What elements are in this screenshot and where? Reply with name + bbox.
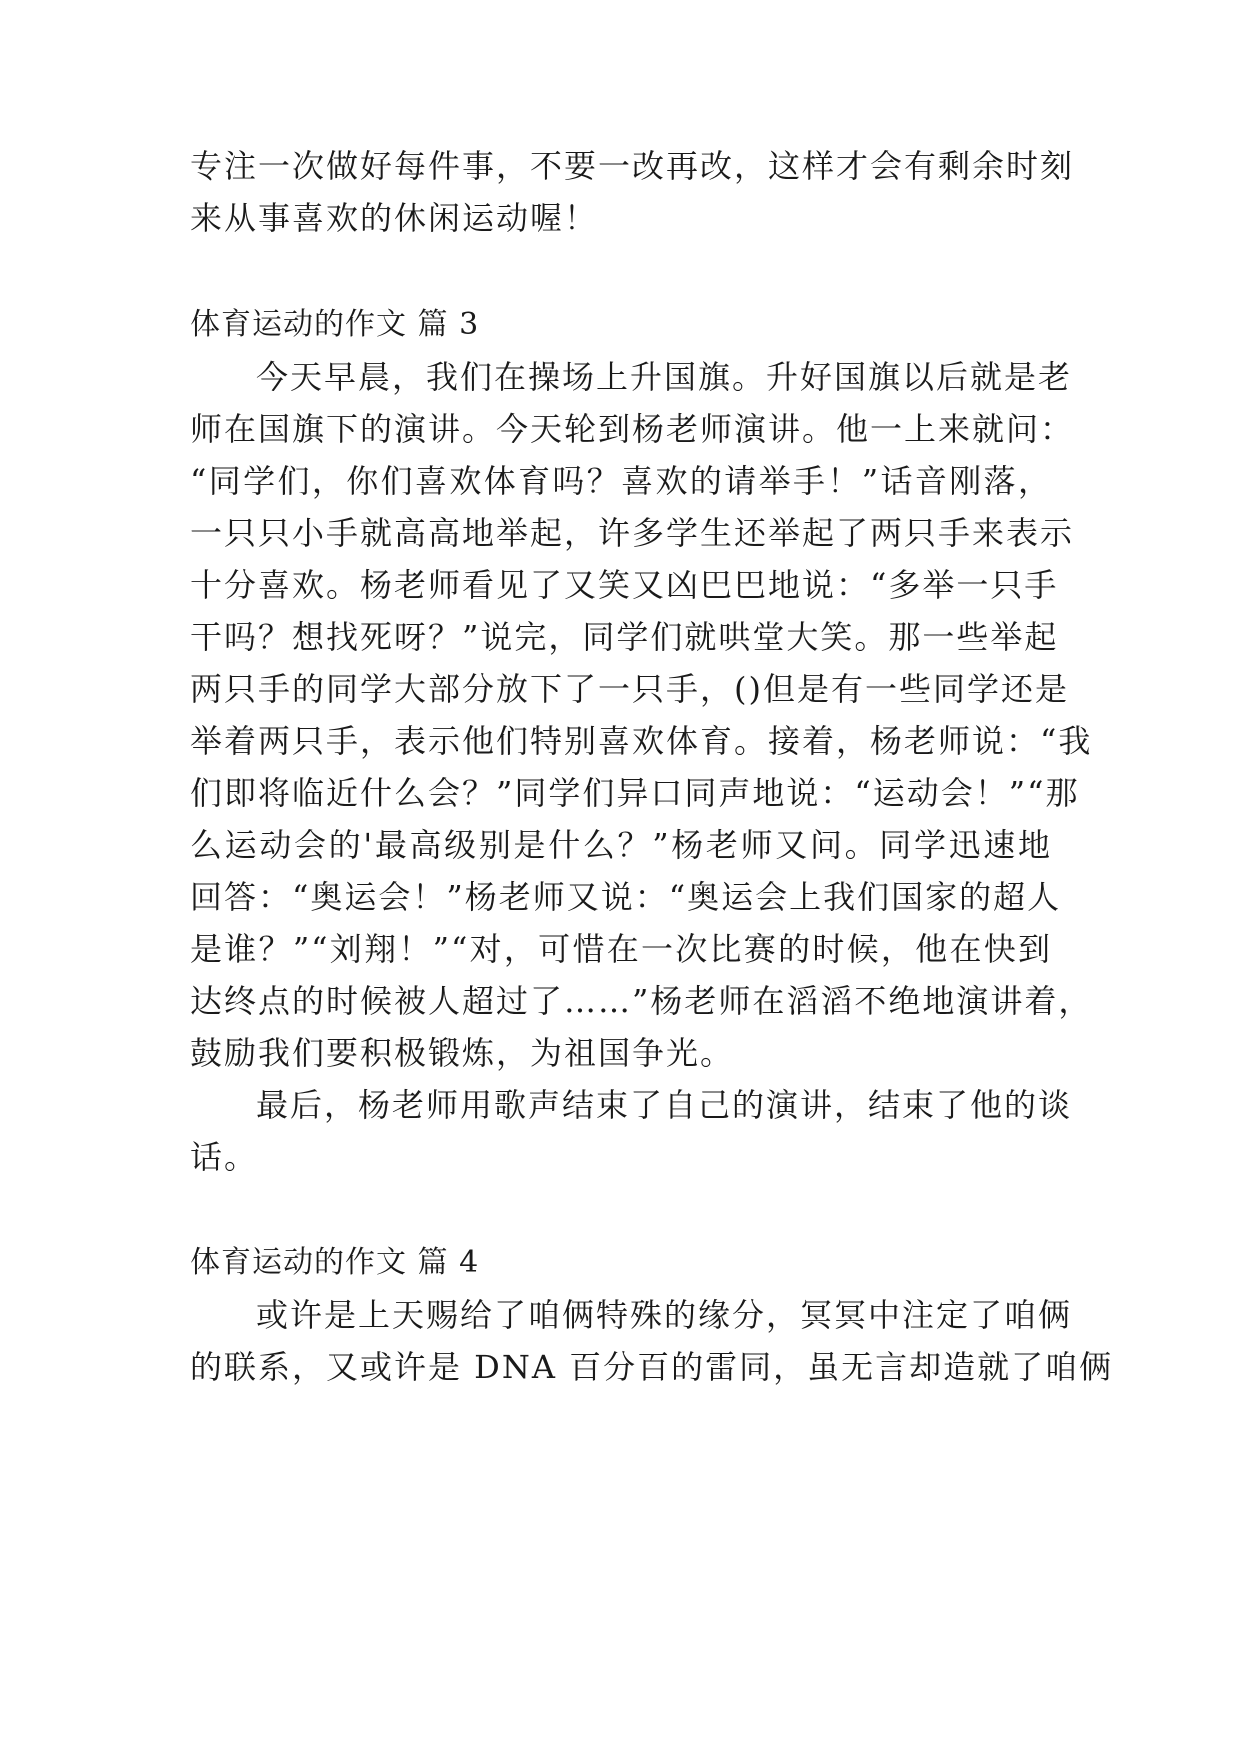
s3-p1-line-1: 今天早晨，我们在操场上升国旗。升好国旗以后就是老 <box>256 358 1073 396</box>
s3-p1-line-14: 鼓励我们要积极锻炼，为祖国争光。 <box>190 1034 735 1072</box>
s3-p1-line-12: 是谁？”“刘翔！”“对，可惜在一次比赛的时候，他在快到 <box>190 930 1052 968</box>
s3-p1-line-13: 达终点的时候被人超过了……”杨老师在滔滔不绝地演讲着， <box>190 982 1093 1020</box>
s3-p1-line-8: 举着两只手，表示他们特别喜欢体育。接着，杨老师说：“我 <box>190 722 1093 760</box>
s3-p1-line-9: 们即将临近什么会？”同学们异口同声地说：“运动会！”“那 <box>190 774 1080 812</box>
s3-p1-line-7: 两只手的同学大部分放下了一只手，()但是有一些同学还是 <box>190 670 1069 708</box>
s3-p1-line-6: 干吗？想找死呀？”说完，同学们就哄堂大笑。那一些举起 <box>190 618 1059 656</box>
s3-p1-line-3: “同学们，你们喜欢体育吗？喜欢的请举手！”话音刚落， <box>190 462 1052 500</box>
s4-p1-line-1: 或许是上天赐给了咱俩特殊的缘分，冥冥中注定了咱俩 <box>256 1296 1073 1334</box>
s3-p1-line-5: 十分喜欢。杨老师看见了又笑又凶巴巴地说：“多举一只手 <box>190 566 1059 604</box>
s3-p1-line-4: 一只只小手就高高地举起，许多学生还举起了两只手来表示 <box>190 514 1075 552</box>
intro-line-2: 来从事喜欢的休闲运动喔！ <box>190 199 599 237</box>
s3-p2-line-1: 最后，杨老师用歌声结束了自己的演讲，结束了他的谈 <box>256 1086 1073 1124</box>
section-3-heading: 体育运动的作文 篇 3 <box>190 307 480 342</box>
s4-p1-line-2: 的联系，又或许是 DNA 百分百的雷同，虽无言却造就了咱俩 <box>190 1348 1114 1386</box>
intro-line-1: 专注一次做好每件事，不要一改再改，这样才会有剩余时刻 <box>190 147 1075 185</box>
s3-p2-line-2: 话。 <box>190 1138 259 1176</box>
section-4-heading: 体育运动的作文 篇 4 <box>190 1245 480 1280</box>
s3-p1-line-11: 回答：“奥运会！”杨老师又说：“奥运会上我们国家的超人 <box>190 878 1062 916</box>
s3-p1-line-10: 么运动会的'最高级别是什么？”杨老师又问。同学迅速地 <box>190 826 1052 864</box>
s3-p1-line-2: 师在国旗下的演讲。今天轮到杨老师演讲。他一上来就问： <box>190 410 1075 448</box>
